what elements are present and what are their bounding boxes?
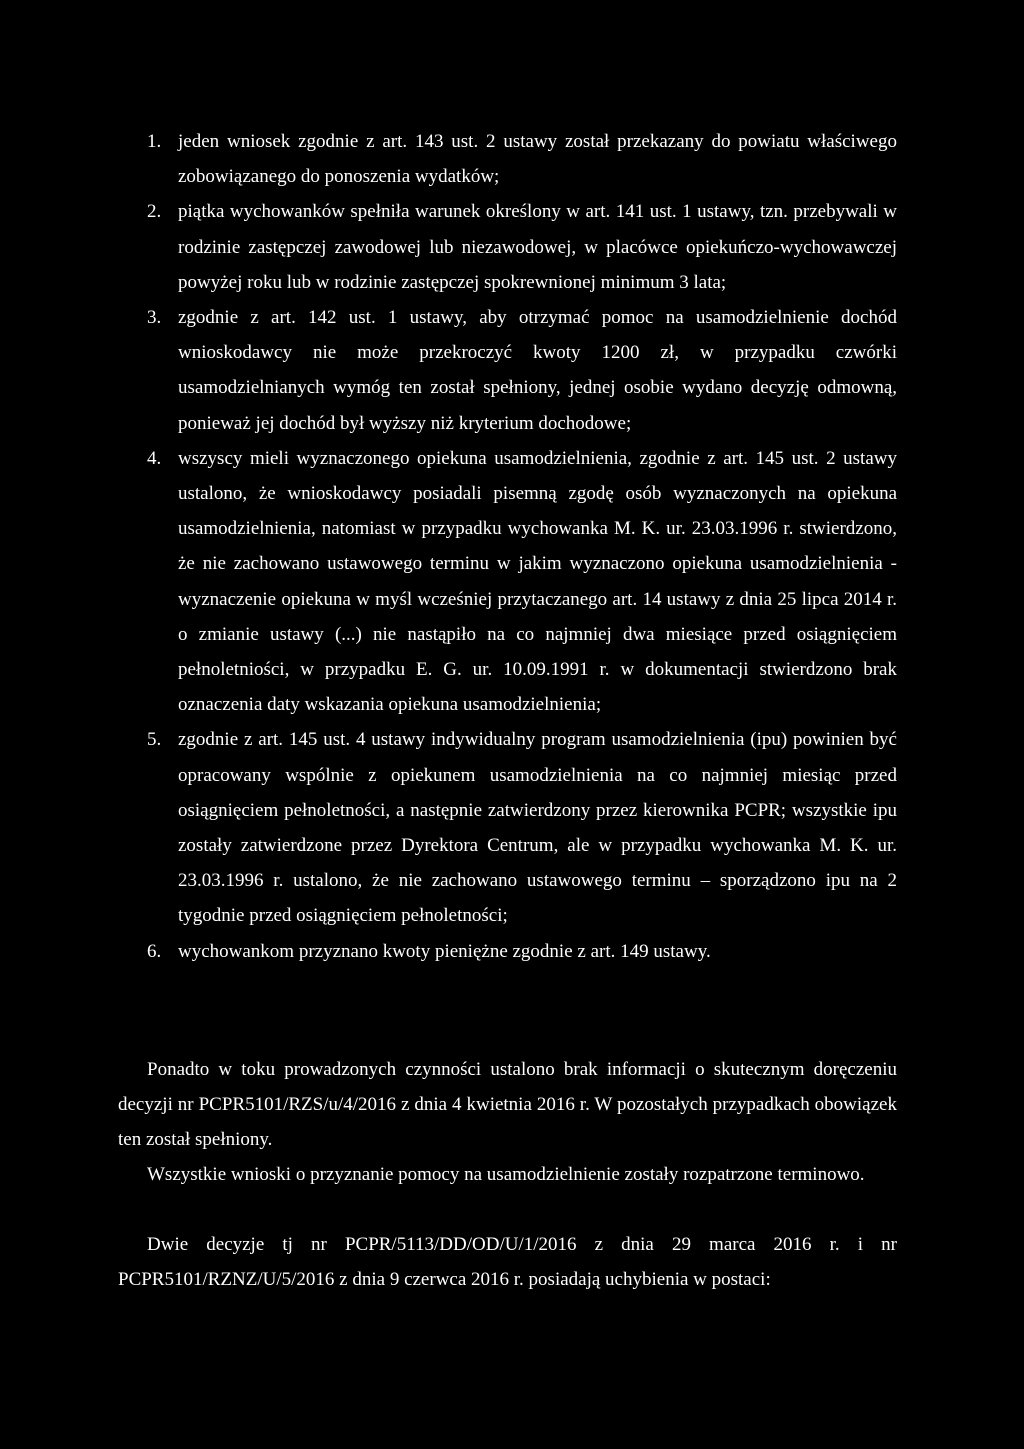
list-item-number: 5.: [147, 729, 162, 751]
list-item-text: piątka wychowanków spełniła warunek określony w art. 141 ust. 1 ustawy, tzn. przebywali w rodzinie zastępczej zawodowej lub niezawodowej, w placówce opiekuńczo-wychowawczej powyżej roku lub w rodzinie zastępczej spokrewnionej minimum 3 lata;: [178, 201, 897, 293]
list-item-text: wychowankom przyznano kwoty pieniężne zgodnie z art. 149 ustawy.: [178, 940, 711, 962]
list-item: [147, 124, 897, 194]
list-item: [147, 194, 897, 300]
list-item-text: wszyscy mieli wyznaczonego opiekuna usamodzielnienia, zgodnie z art. 145 ust. 2 ustawy ustalono, że wnioskodawcy posiadali pisemną zgodę osób wyznaczonych na opiekuna usamodzielnienia, natomiast w przypadku wychowanka M. K. ur. 23.03.1996 r. stwierdzono, że nie zachowano ustawowego terminu w jakim wyznaczono opiekuna usamodzielnienia - wyznaczenie opiekuna w myśl wcześniej przytaczanego art. 14 ustawy z dnia 25 lipca 2014 r. o zmianie ustawy (...) nie nastąpiło na co najmniej dwa miesiące przed osiągnięciem pełnoletniości, w przypadku E. G. ur. 10.09.1991 r. w dokumentacji stwierdzono brak oznaczenia daty wskazania opiekuna usamodzielnienia;: [178, 447, 897, 716]
list-item: [147, 300, 897, 441]
list-item-text: jeden wniosek zgodnie z art. 143 ust. 2 ustawy został przekazany do powiatu właściwego zobowiązanego do ponoszenia wydatków;: [178, 131, 897, 188]
paragraph-decisions: Dwie decyzje tj nr PCPR/5113/DD/OD/U/1/2016 z dnia 29 marca 2016 r. i nr PCPR5101/RZNZ/U/5/2016 z dnia 9 czerwca 2016 r. posiadają uchybienia w postaci:: [118, 1234, 897, 1291]
paragraph-timeliness: Wszystkie wnioski o przyznanie pomocy na usamodzielnienie zostały rozpatrzone terminowo.: [147, 1164, 865, 1185]
list-item: [147, 934, 897, 969]
list-item-text: zgodnie z art. 145 ust. 4 ustawy indywidualny program usamodzielnienia (ipu) powinien być opracowany wspólnie z opiekunem usamodzielnienia na co najmniej miesiąc przed osiągnięciem pełnoletności, a następnie zatwierdzony przez kierownika PCPR; wszystkie ipu zostały zatwierdzone przez Dyrektora Centrum, ale w przypadku wychowanka M. K. ur. 23.03.1996 r. ustalono, że nie zachowano ustawowego terminu – sporządzono ipu na 2 tygodnie przed osiągnięciem pełnoletności;: [178, 729, 897, 927]
findings-list: [147, 124, 897, 969]
list-item-number: 1.: [147, 131, 162, 152]
list-item-number: 3.: [147, 307, 162, 329]
list-item-text: zgodnie z art. 142 ust. 1 ustawy, aby otrzymać pomoc na usamodzielnienie dochód wnioskodawcy nie może przekroczyć kwoty 1200 zł, w przypadku czwórki usamodzielnianych wymóg ten został spełniony, jednej osobie wydano decyzję odmowną, ponieważ jej dochód był wyższy niż kryterium dochodowe;: [178, 307, 897, 434]
list-item-number: 4.: [147, 447, 162, 469]
list-item-number: 6.: [147, 940, 162, 962]
paragraph-delivery-findings: Ponadto w toku prowadzonych czynności ustalono brak informacji o skutecznym doręczeniu decyzji nr PCPR5101/RZS/u/4/2016 z dnia 4 kwietnia 2016 r. W pozostałych przypadkach obowiązek ten został spełniony.: [118, 1059, 897, 1151]
list-item: [147, 722, 897, 933]
list-item-number: 2.: [147, 201, 162, 223]
list-item: [147, 441, 897, 723]
